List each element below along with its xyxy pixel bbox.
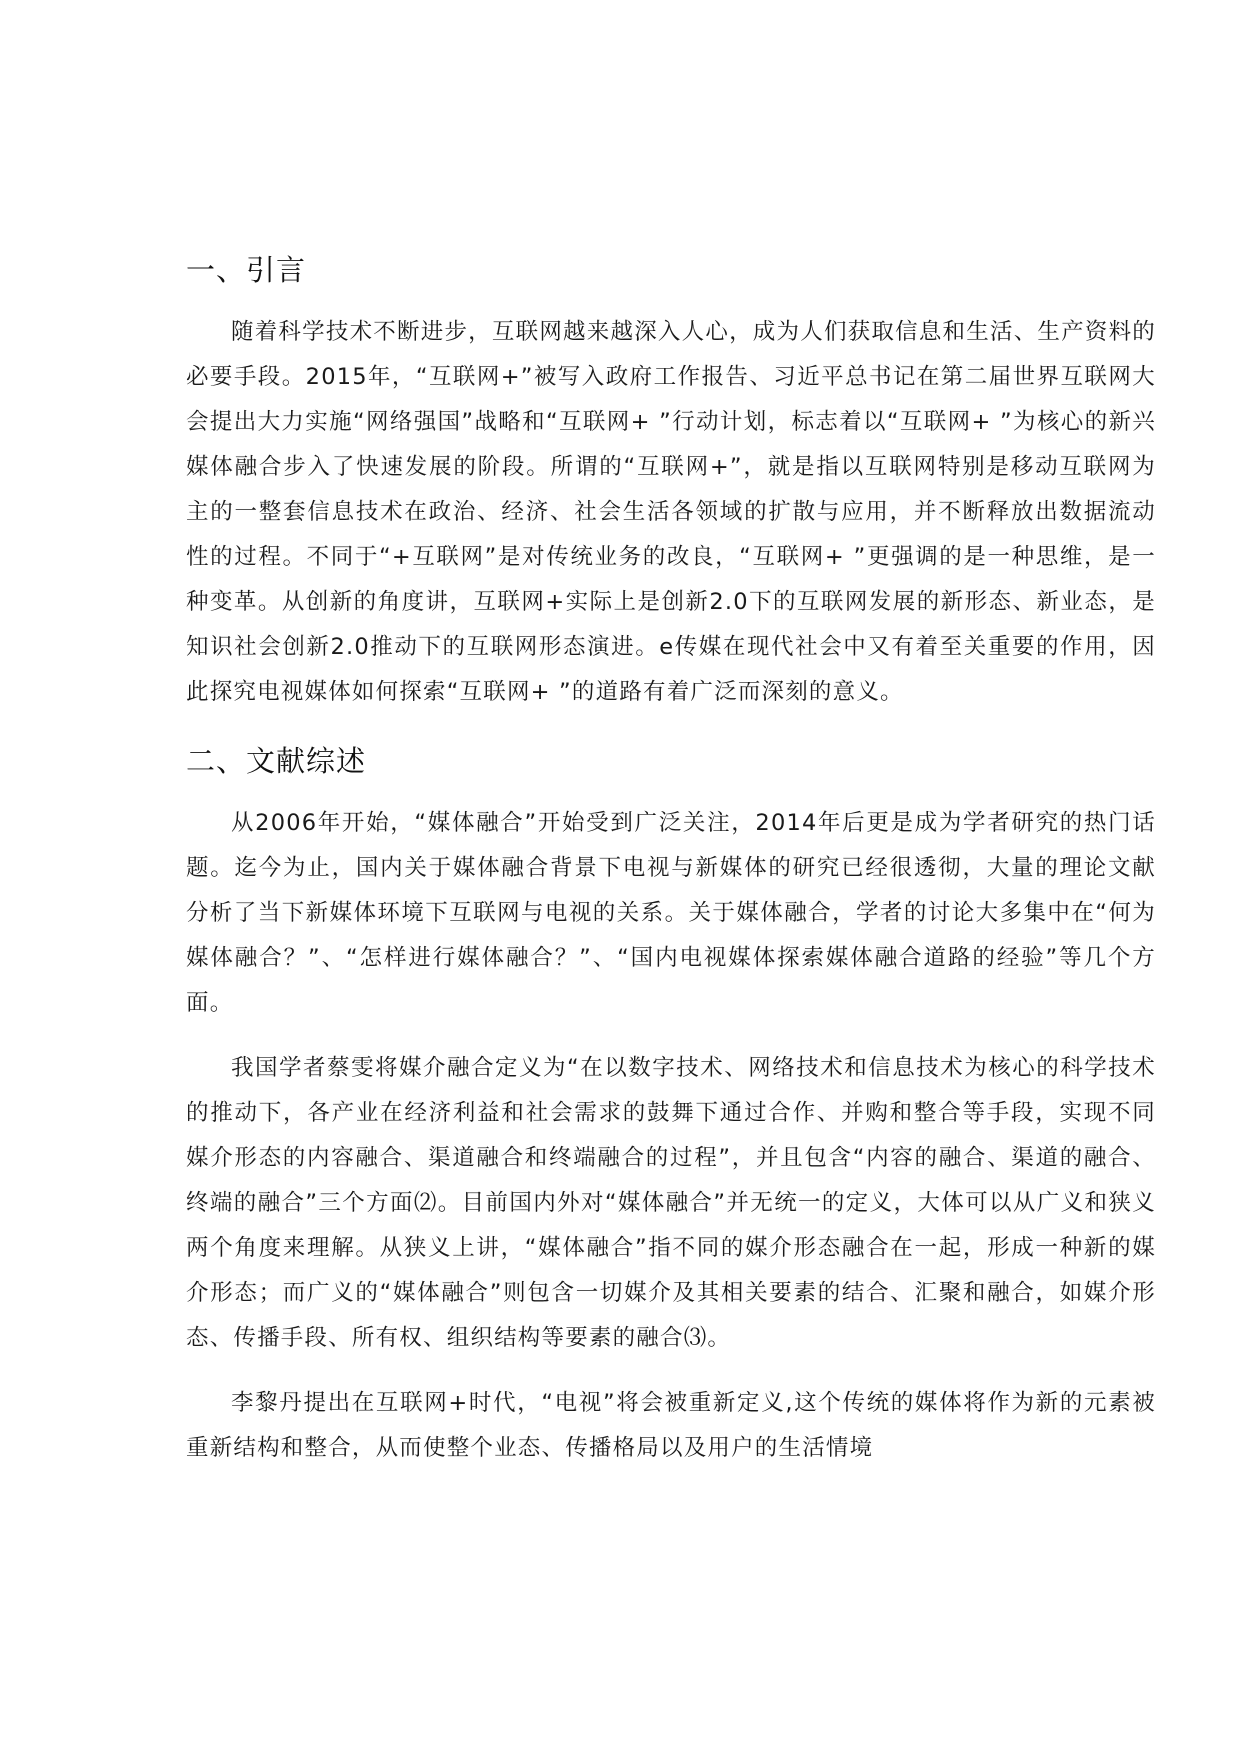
paragraph-review-definition: 我国学者蔡雯将媒介融合定义为“在以数字技术、网络技术和信息技术为核心的科学技术的推动下，各产业在经济利益和社会需求的鼓舞下通过合作、并购和整合等手段，实现不同媒介形态的内容融合、渠道融合和终端融合的过程”，并且包含“内容的融合、渠道的融合、终端的融合”三个方面⑵。目前国内外对“媒体融合”并无统一的定义，大体可以从广义和狭义两个角度来理解。从狭义上讲，“媒体融合”指不同的媒介形态融合在一起，形成一种新的媒介形态；而广义的“媒体融合”则包含一切媒介及其相关要素的结合、汇聚和融合，如媒介形态、传播手段、所有权、组织结构等要素的融合⑶。 <box>186 1055 1156 1351</box>
paragraph-review-li-lidan: 李黎丹提出在互联网+时代，“电视”将会被重新定义,这个传统的媒体将作为新的元素被重新结构和整合，从而使整个业态、传播格局以及用户的生活情境 <box>186 1390 1156 1461</box>
section-heading-literature-review: 二、文献综述 <box>186 744 367 778</box>
paragraph-review-overview: 从2006年开始，“媒体融合”开始受到广泛关注，2014年后更是成为学者研究的热门话题。迄今为止，国内关于媒体融合背景下电视与新媒体的研究已经很透彻，大量的理论文献分析了当下新媒体环境下互联网与电视的关系。关于媒体融合，学者的讨论大多集中在“何为媒体融合？”、“怎样进行媒体融合？”、“国内电视媒体探索媒体融合道路的经验”等几个方面。 <box>186 810 1156 1016</box>
document-body <box>186 250 1156 1471</box>
section-heading-introduction: 一、引言 <box>186 253 307 287</box>
paragraph-introduction: 随着科学技术不断进步，互联网越来越深入人心，成为人们获取信息和生活、生产资料的必要手段。2015年，“互联网+”被写入政府工作报告、习近平总书记在第二届世界互联网大会提出大力实施“网络强国”战略和“互联网+ ”行动计划，标志着以“互联网+ ”为核心的新兴媒体融合步入了快速发展的阶段。所谓的“互联网+”，就是指以互联网特别是移动互联网为主的一整套信息技术在政治、经济、社会生活各领域的扩散与应用，并不断释放出数据流动性的过程。不同于“+互联网”是对传统业务的改良，“互联网+ ”更强调的是一种思维，是一种变革。从创新的角度讲，互联网+实际上是创新2.0下的互联网发展的新形态、新业态，是知识社会创新2.0推动下的互联网形态演进。e传媒在现代社会中又有着至关重要的作用，因此探究电视媒体如何探索“互联网+ ”的道路有着广泛而深刻的意义。 <box>186 319 1156 705</box>
